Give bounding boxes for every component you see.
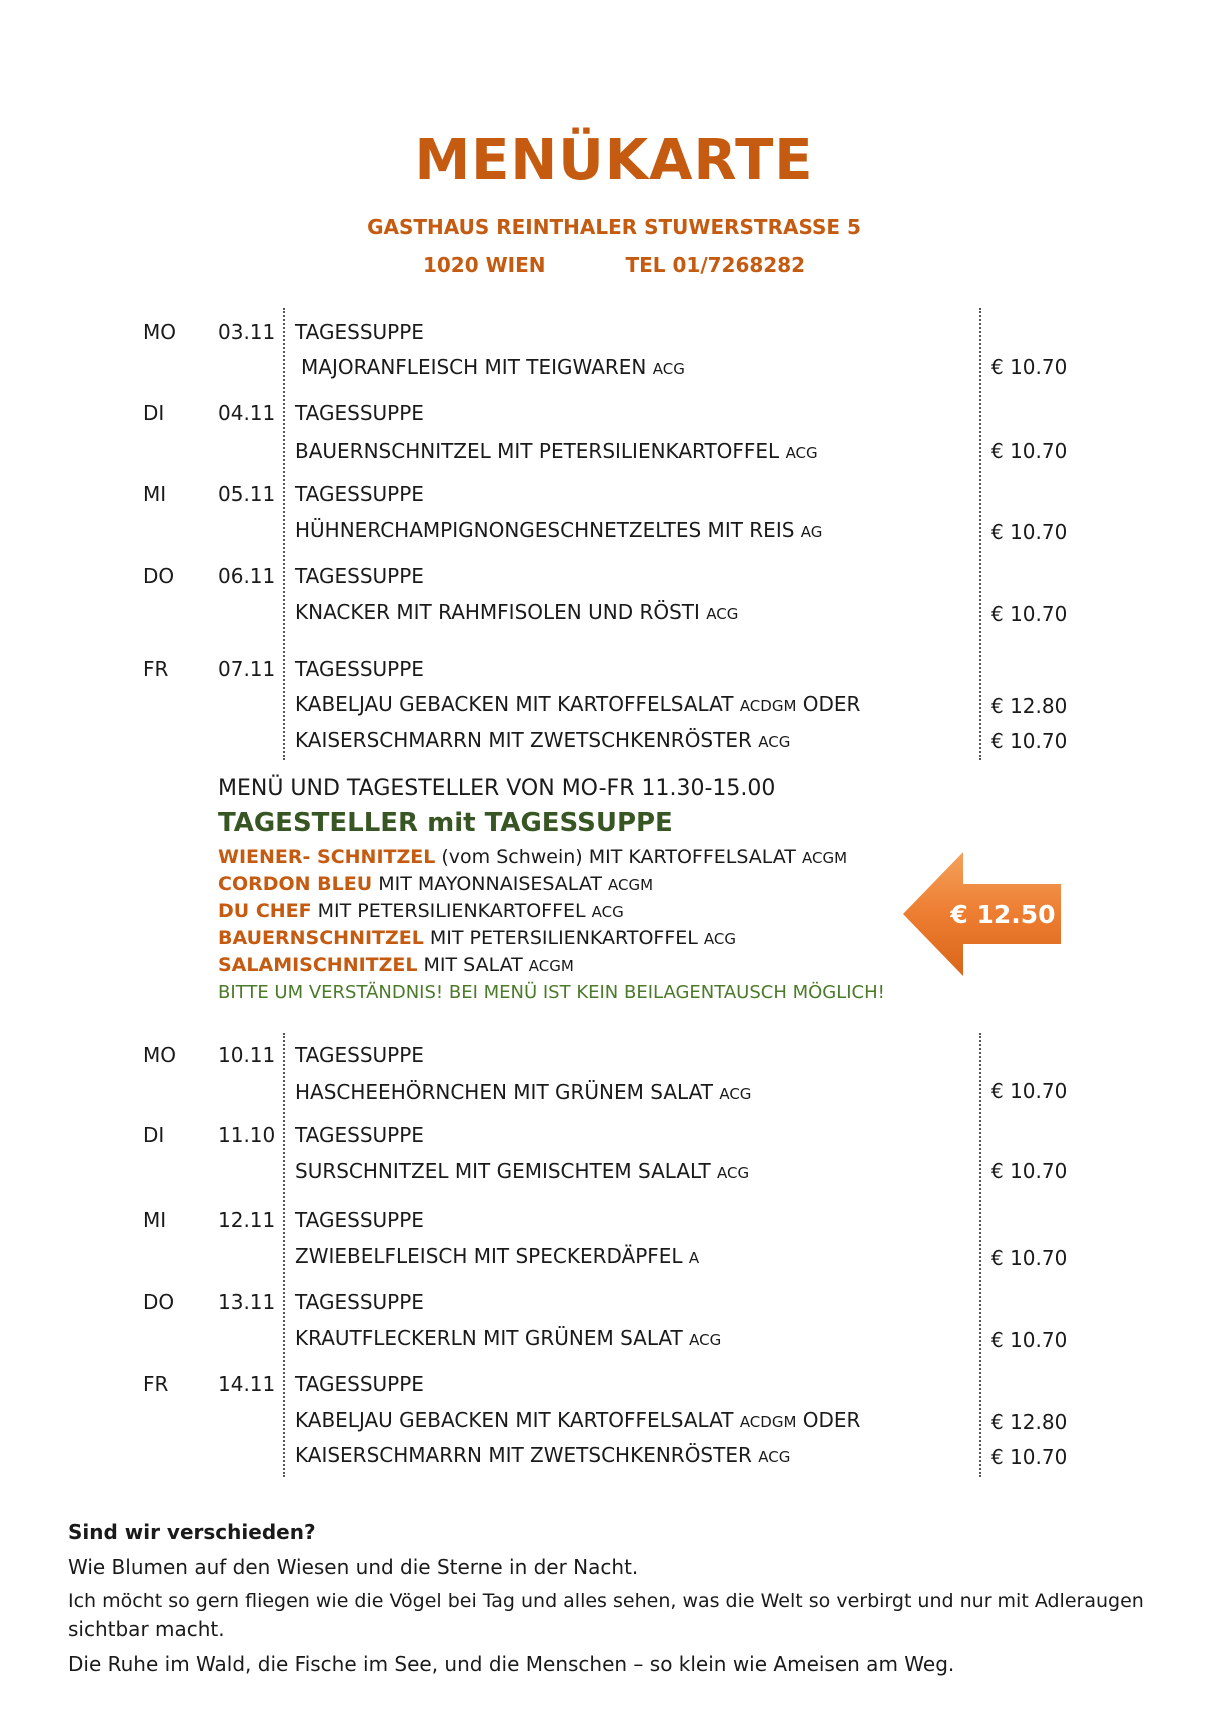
special-desc: MIT PETERSILIENKARTOFFEL — [311, 900, 586, 922]
column-divider-right — [979, 1033, 981, 1477]
allergen-codes: ACG — [652, 360, 685, 378]
day-label: MO — [143, 320, 176, 344]
dish-name: ZWIEBELFLEISCH MIT SPECKERDÄPFEL — [295, 1244, 683, 1268]
date-label: 04.11 — [218, 401, 276, 425]
soup-label: TAGESSUPPE — [295, 1372, 424, 1396]
specials-price: € 12.50 — [950, 900, 1056, 929]
dish-name: KRAUTFLECKERLN MIT GRÜNEM SALAT — [295, 1326, 683, 1350]
dish-line — [295, 600, 738, 624]
dish-line — [295, 1443, 790, 1467]
dish-line — [295, 1244, 699, 1268]
day-label: DI — [143, 401, 165, 425]
dish-name: MAJORANFLEISCH MIT TEIGWAREN — [301, 355, 647, 379]
allergen-codes: AG — [800, 523, 823, 541]
opening-hours: MENÜ UND TAGESTELLER VON MO-FR 11.30-15.00 — [218, 776, 776, 801]
price-label: € 10.70 — [991, 520, 1068, 544]
soup-label: TAGESSUPPE — [295, 320, 424, 344]
dish-line — [295, 692, 860, 716]
column-divider-left — [283, 1033, 285, 1477]
dish-name: BAUERNSCHNITZEL MIT PETERSILIENKARTOFFEL — [295, 439, 780, 463]
allergen-codes: ACDGM — [739, 1413, 797, 1431]
or-label: ODER — [802, 1408, 861, 1432]
or-label: ODER — [802, 692, 861, 716]
date-label: 10.11 — [218, 1043, 276, 1067]
allergen-codes: ACG — [758, 1448, 791, 1466]
allergen-codes: ACDGM — [739, 697, 797, 715]
price-label: € 10.70 — [991, 1159, 1068, 1183]
allergen-codes: ACG — [758, 733, 791, 751]
dish-name: SURSCHNITZEL MIT GEMISCHTEM SALALT — [295, 1159, 711, 1183]
dish-name: KAISERSCHMARRN MIT ZWETSCHKENRÖSTER — [295, 728, 752, 752]
allergen-codes: ACGM — [608, 876, 654, 894]
soup-label: TAGESSUPPE — [295, 1208, 424, 1232]
dish-name: HASCHEEHÖRNCHEN MIT GRÜNEM SALAT — [295, 1080, 713, 1104]
no-substitution-notice: BITTE UM VERSTÄNDNIS! BEI MENÜ IST KEIN BEILAGENTAUSCH MÖGLICH! — [218, 982, 885, 1003]
column-divider-left — [283, 308, 285, 760]
dish-name: HÜHNERCHAMPIGNONGESCHNETZELTES MIT REIS — [295, 518, 795, 542]
day-label: MI — [143, 482, 167, 506]
special-desc: MIT MAYONNAISESALAT — [372, 873, 602, 895]
special-name: SALAMISCHNITZEL — [218, 954, 418, 976]
dish-line — [295, 728, 790, 752]
soup-label: TAGESSUPPE — [295, 1290, 424, 1314]
allergen-codes: ACG — [689, 1331, 722, 1349]
date-label: 03.11 — [218, 320, 276, 344]
price-label: € 10.70 — [991, 439, 1068, 463]
day-label: DO — [143, 1290, 175, 1314]
special-item — [218, 927, 736, 949]
date-label: 13.11 — [218, 1290, 276, 1314]
date-label: 14.11 — [218, 1372, 276, 1396]
dish-line — [295, 439, 818, 463]
price-label: € 10.70 — [991, 355, 1068, 379]
allergen-codes: ACGM — [528, 957, 574, 975]
allergen-codes: ACG — [717, 1164, 750, 1182]
specials-heading: TAGESTELLER mit TAGESSUPPE — [218, 808, 673, 838]
poem-line: Wie Blumen auf den Wiesen und die Sterne in der Nacht. — [68, 1555, 639, 1579]
price-label: € 10.70 — [991, 1246, 1068, 1270]
special-name: CORDON BLEU — [218, 873, 373, 895]
column-divider-right — [979, 308, 981, 760]
special-desc: MIT SALAT — [417, 954, 523, 976]
dish-name: KAISERSCHMARRN MIT ZWETSCHKENRÖSTER — [295, 1443, 752, 1467]
special-desc: MIT PETERSILIENKARTOFFEL — [423, 927, 698, 949]
allergen-codes: ACG — [785, 444, 818, 462]
phone: TEL 01/7268282 — [625, 253, 806, 277]
price-label: € 12.80 — [991, 1410, 1068, 1434]
day-label: FR — [143, 657, 169, 681]
soup-label: TAGESSUPPE — [295, 401, 424, 425]
soup-label: TAGESSUPPE — [295, 1043, 424, 1067]
price-label: € 10.70 — [991, 1079, 1068, 1103]
dish-line — [295, 1080, 751, 1104]
city: 1020 WIEN — [422, 253, 546, 277]
allergen-codes: ACG — [591, 903, 624, 921]
soup-label: TAGESSUPPE — [295, 482, 424, 506]
price-label: € 10.70 — [991, 729, 1068, 753]
restaurant-address: GASTHAUS REINTHALER STUWERSTRASSE 5 — [367, 215, 861, 239]
date-label: 12.11 — [218, 1208, 276, 1232]
poem-line: sichtbar macht. — [68, 1617, 225, 1641]
price-label: € 12.80 — [991, 694, 1068, 718]
day-label: MI — [143, 1208, 167, 1232]
allergen-codes: ACG — [703, 930, 737, 948]
special-name: BAUERNSCHNITZEL — [218, 927, 424, 949]
allergen-codes: ACG — [706, 605, 739, 623]
special-desc: (vom Schwein) MIT KARTOFFELSALAT — [435, 846, 796, 868]
dish-line — [295, 1159, 749, 1183]
poem-line: Die Ruhe im Wald, die Fische im See, und die Menschen – so klein wie Ameisen am Weg. — [68, 1652, 955, 1676]
special-item — [218, 954, 574, 976]
price-label: € 10.70 — [991, 1445, 1068, 1469]
allergen-codes: ACG — [719, 1085, 752, 1103]
price-label: € 10.70 — [991, 602, 1068, 626]
dish-line — [295, 1408, 860, 1432]
dish-line — [301, 355, 685, 379]
dish-line — [295, 1326, 721, 1350]
page-title: MENÜKARTE — [414, 128, 814, 193]
contact-line — [0, 253, 1228, 277]
allergen-codes: ACGM — [801, 849, 848, 867]
special-name: DU CHEF — [218, 900, 312, 922]
special-name: WIENER- SCHNITZEL — [218, 846, 436, 868]
date-label: 11.10 — [218, 1123, 276, 1147]
day-label: FR — [143, 1372, 169, 1396]
dish-line — [295, 518, 822, 542]
date-label: 05.11 — [218, 482, 276, 506]
dish-name: KABELJAU GEBACKEN MIT KARTOFFELSALAT — [295, 1408, 734, 1432]
day-label: MO — [143, 1043, 176, 1067]
special-item — [218, 873, 653, 895]
dish-name: KNACKER MIT RAHMFISOLEN UND RÖSTI — [295, 600, 700, 624]
date-label: 07.11 — [218, 657, 276, 681]
poem-title: Sind wir verschieden? — [68, 1520, 316, 1544]
dish-name: KABELJAU GEBACKEN MIT KARTOFFELSALAT — [295, 692, 734, 716]
soup-label: TAGESSUPPE — [295, 1123, 424, 1147]
poem-line: Ich möcht so gern fliegen wie die Vögel bei Tag und alles sehen, was die Welt so verbirgt und nur mit Adleraugen — [68, 1590, 1144, 1612]
day-label: DI — [143, 1123, 165, 1147]
day-label: DO — [143, 564, 175, 588]
special-item — [218, 846, 847, 868]
price-label: € 10.70 — [991, 1328, 1068, 1352]
allergen-codes: A — [688, 1249, 700, 1267]
soup-label: TAGESSUPPE — [295, 564, 424, 588]
soup-label: TAGESSUPPE — [295, 657, 424, 681]
date-label: 06.11 — [218, 564, 276, 588]
special-item — [218, 900, 624, 922]
